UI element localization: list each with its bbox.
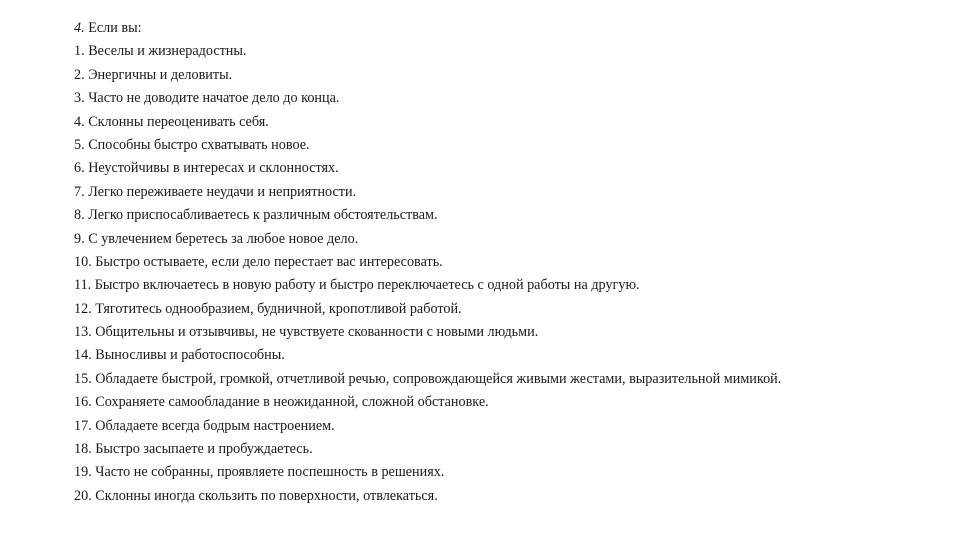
list-item: 10. Быстро остываете, если дело перестает вас интересовать.	[74, 253, 443, 270]
list-item: 12. Тяготитесь однообразием, будничной, кропотливой работой.	[74, 300, 462, 317]
list-item: 20. Склонны иногда скользить по поверхности, отвлекаться.	[74, 487, 438, 504]
list-item: 3. Часто не доводите начатое дело до конца.	[74, 90, 340, 107]
list-item: 15. Обладаете быстрой, громкой, отчетливой речью, сопровождающейся живыми жестами, выразительной мимикой.	[74, 370, 782, 387]
list-item: 16. Сохраняете самообладание в неожиданной, сложной обстановке.	[74, 394, 489, 411]
list-item: 7. Легко переживаете неудачи и неприятности.	[74, 183, 357, 200]
question-number: 4.	[74, 20, 85, 36]
list-item: 4. Склонны переоценивать себя.	[74, 113, 269, 130]
list-item: 1. Веселы и жизнерадостны.	[74, 43, 247, 60]
list-item: 18. Быстро засыпаете и пробуждаетесь.	[74, 441, 313, 458]
list-item: 8. Легко приспосабливаетесь к различным обстоятельствам.	[74, 207, 438, 224]
question-heading	[74, 17, 934, 40]
list-item: 17. Обладаете всегда бодрым настроением.	[74, 417, 335, 434]
list-item: 19. Часто не собранны, проявляете поспешность в решениях.	[74, 464, 445, 481]
question-text: Если вы:	[88, 20, 142, 36]
list-item: 14. Выносливы и работоспособны.	[74, 347, 285, 364]
list-item: 13. Общительны и отзывчивы, не чувствуете скованности с новыми людьми.	[74, 324, 539, 341]
list-item: 9. С увлечением беретесь за любое новое дело.	[74, 230, 359, 247]
list-item: 5. Способны быстро схватывать новое.	[74, 136, 310, 153]
list-item: 6. Неустойчивы в интересах и склонностях.	[74, 160, 339, 177]
list-item: 11. Быстро включаетесь в новую работу и быстро переключаетесь с одной работы на другую.	[74, 277, 640, 294]
questionnaire	[74, 17, 934, 508]
list-item: 2. Энергичны и деловиты.	[74, 66, 233, 83]
